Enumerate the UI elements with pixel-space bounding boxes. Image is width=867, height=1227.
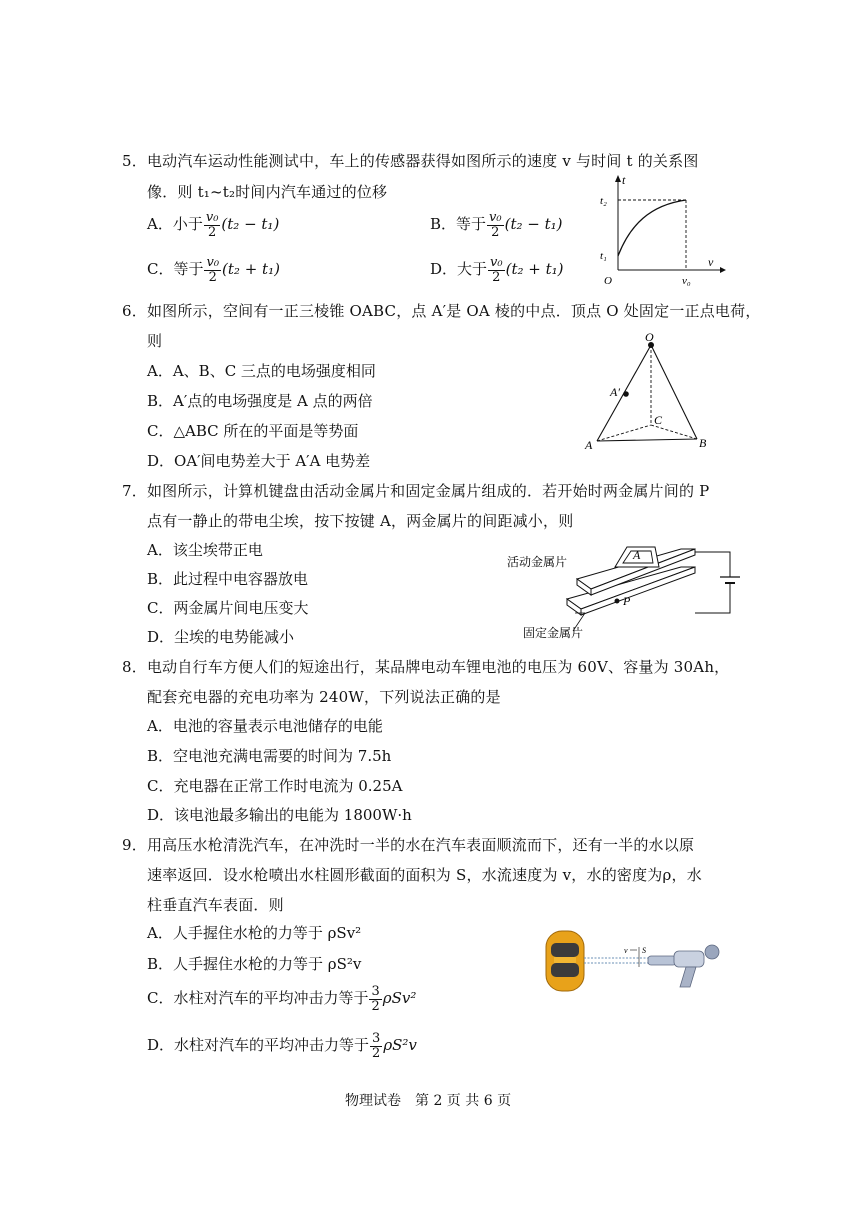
q8-option-c: C．充电器在正常工作时电流为 0.25A — [147, 777, 403, 795]
q5-stem-line1: 5．电动汽车运动性能测试中，车上的传感器获得如图所示的速度 v 与时间 t 的关系图 — [122, 152, 699, 170]
q7-key-label: A — [633, 548, 641, 562]
q6-point-a-prime — [623, 391, 629, 397]
q8-option-d: D．该电池最多输出的电能为 1800W·h — [147, 806, 412, 824]
q8-stem-line2: 配套充电器的充电功率为 240W，下列说法正确的是 — [147, 688, 501, 706]
q6-label-a: A — [585, 438, 593, 452]
q7-stem-line2: 点有一静止的带电尘埃，按下按键 A，两金属片的间距减小，则 — [147, 512, 574, 530]
q9-stem-line1: 9．用高压水枪清洗汽车，在冲洗时一半的水在汽车表面顺流而下，还有一半的水以原 — [122, 836, 695, 854]
q5-graph-t2-label: t₂ — [600, 195, 607, 207]
q9-car-washing-figure — [540, 925, 725, 995]
q7-option-b: B．此过程中电容器放电 — [147, 570, 309, 588]
q5-vt-graph — [590, 170, 730, 290]
q9-option-a: A．人手握住水枪的力等于 ρSv² — [147, 924, 362, 942]
q7-movable-plate-label: 活动金属片 — [507, 555, 568, 569]
q9-stem-line3: 柱垂直汽车表面．则 — [147, 896, 284, 914]
q6-stem-line1: 6．如图所示，空间有一正三棱锥 OABC，点 A′是 OA 棱的中点．顶点 O 处固定一正点电荷， — [122, 302, 761, 320]
q6-label-a-prime: A′ — [610, 385, 620, 399]
q6-stem-line2: 则 — [147, 332, 163, 350]
q8-stem-line1: 8．电动自行车方便人们的短途出行，某品牌电动车锂电池的电压为 60V、容量为 30Ah， — [122, 658, 730, 676]
q9-stem-line2: 速率返回．设水枪喷出水柱圆形截面的面积为 S，水流速度为 v，水的密度为ρ，水 — [147, 866, 702, 884]
q9-option-c: C．水柱对汽车的平均冲击力等于 $\frac{3}{2}$ ρSv² — [147, 984, 417, 1014]
q9-water-gun-body — [674, 951, 704, 967]
q6-label-b: B — [699, 436, 707, 450]
q6-option-b: B．A′点的电场强度是 A 点的两倍 — [147, 392, 373, 410]
q5-option-a: A．小于 $\frac{\text{v₀}}{2}$ (t₂ − t₁) — [147, 210, 280, 240]
q5-graph-t1-label: t₁ — [600, 250, 607, 262]
q6-label-c: C — [654, 413, 663, 427]
q6-option-c: C．△ABC 所在的平面是等势面 — [147, 422, 359, 440]
q6-option-a: A．A、B、C 三点的电场强度相同 — [147, 362, 376, 380]
q9-velocity-label: v — [624, 946, 628, 955]
q9-area-label: S — [642, 946, 646, 955]
q6-pyramid-figure — [575, 333, 725, 458]
q7-fixed-plate-label: 固定金属片 — [523, 626, 584, 640]
q9-option-d: D．水柱对汽车的平均冲击力等于 $\frac{3}{2}$ ρS²v — [147, 1031, 417, 1061]
q5-graph-v-label: v — [708, 255, 714, 269]
q5-graph-v0-label: v₀ — [682, 275, 691, 287]
q5-option-b: B．等于 $\frac{\text{v₀}}{2}$ (t₂ − t₁) — [430, 210, 563, 240]
q9-water-gun-handle — [680, 967, 696, 987]
q7-point-p-label: P — [623, 594, 631, 608]
q7-option-d: D．尘埃的电势能减小 — [147, 628, 295, 646]
q7-point-p — [615, 599, 620, 604]
q8-option-a: A．电池的容量表示电池储存的电能 — [147, 717, 383, 735]
q5-curve — [618, 200, 686, 256]
q9-water-gun-barrel — [648, 956, 676, 965]
q9-option-b: B．人手握住水枪的力等于 ρS²v — [147, 955, 362, 973]
q5-graph-t-label: t — [622, 173, 626, 187]
q8-option-b: B．空电池充满电需要的时间为 7.5h — [147, 747, 392, 765]
q7-option-a: A．该尘埃带正电 — [147, 541, 263, 559]
q6-option-d: D．OA′间电势差大于 A′A 电势差 — [147, 452, 371, 470]
q7-option-c: C．两金属片间电压变大 — [147, 599, 309, 617]
q5-option-d: D．大于 $\frac{\text{v₀}}{2}$ (t₂ + t₁) — [430, 255, 564, 285]
q5-option-c: C．等于 $\frac{\text{v₀}}{2}$ (t₂ + t₁) — [147, 255, 280, 285]
q5-graph-origin-label: O — [604, 275, 612, 287]
q6-label-o: O — [645, 333, 654, 344]
q7-stem-line1: 7．如图所示，计算机键盘由活动金属片和固定金属片组成的．若开始时两金属片间的 P — [122, 482, 710, 500]
q7-keyboard-figure — [505, 537, 745, 645]
q5-stem-line2: 像．则 t₁~t₂时间内汽车通过的位移 — [147, 183, 388, 201]
page-footer: 物理试卷 第 2 页 共 6 页 — [345, 1093, 512, 1109]
